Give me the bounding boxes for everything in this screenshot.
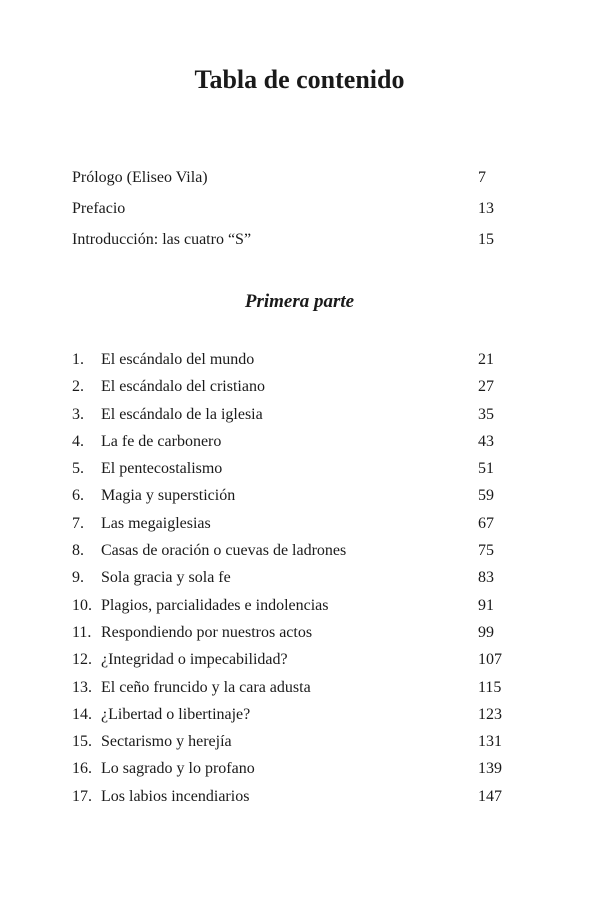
chapter-title: Lo sagrado y lo profano <box>101 760 255 778</box>
chapter-title: Sectarismo y herejía <box>101 733 232 751</box>
chapter-number: 6. <box>72 487 84 505</box>
chapter-page-number: 27 <box>478 378 494 396</box>
chapter-title: ¿Integridad o impecabilidad? <box>101 651 288 669</box>
chapter-number: 2. <box>72 378 84 396</box>
chapter-page-number: 107 <box>478 651 502 669</box>
front-matter-entry <box>72 230 502 261</box>
chapter-number: 17. <box>72 787 92 805</box>
chapter-entry <box>72 596 502 623</box>
chapter-page-number: 75 <box>478 542 494 560</box>
chapter-title: El pentecostalismo <box>101 460 223 478</box>
chapter-page-number: 35 <box>478 405 494 423</box>
chapter-title: ¿Libertad o libertinaje? <box>101 705 251 723</box>
chapter-entry <box>72 541 502 568</box>
entry-label: Introducción: las cuatro “S” <box>72 231 252 248</box>
entry-label: Prefacio <box>72 200 126 217</box>
chapter-page-number: 123 <box>478 705 502 723</box>
chapter-page-number: 147 <box>478 787 502 805</box>
chapter-number: 13. <box>72 678 92 696</box>
chapter-entry <box>72 787 502 814</box>
chapter-number: 4. <box>72 432 84 450</box>
chapter-number: 9. <box>72 569 84 587</box>
page-title: Tabla de contenido <box>194 65 405 94</box>
entry-page-number: 13 <box>478 200 494 217</box>
chapter-title: El escándalo de la iglesia <box>101 405 263 423</box>
front-matter-entry <box>72 199 502 230</box>
entry-page-number: 15 <box>478 231 494 248</box>
chapter-page-number: 139 <box>478 760 502 778</box>
chapter-entry <box>72 650 502 677</box>
chapter-number: 11. <box>72 623 92 641</box>
chapter-entry <box>72 568 502 595</box>
part-heading: Primera parte <box>244 291 355 312</box>
chapter-entry <box>72 459 502 486</box>
chapter-page-number: 43 <box>478 432 494 450</box>
chapter-title: Magia y superstición <box>101 487 236 505</box>
chapter-page-number: 115 <box>478 678 502 696</box>
chapter-entry <box>72 377 502 404</box>
chapter-number: 3. <box>72 405 84 423</box>
chapter-title: El ceño fruncido y la cara adusta <box>101 678 311 696</box>
chapter-entry <box>72 514 502 541</box>
chapter-number: 10. <box>72 596 92 614</box>
chapter-number: 16. <box>72 760 92 778</box>
chapter-number: 1. <box>72 351 84 368</box>
front-matter-entry <box>72 168 502 199</box>
chapter-page-number: 91 <box>478 596 494 614</box>
chapter-page-number: 83 <box>478 569 494 587</box>
chapter-entry <box>72 432 502 459</box>
entry-label: Prólogo (Eliseo Vila) <box>72 169 208 186</box>
entry-page-number: 7 <box>478 169 486 186</box>
chapter-entry <box>72 732 502 759</box>
chapter-number: 5. <box>72 460 84 478</box>
chapter-page-number: 21 <box>478 351 494 368</box>
chapter-list <box>72 350 502 814</box>
chapter-entry <box>72 405 502 432</box>
chapter-entry <box>72 350 502 377</box>
chapter-number: 8. <box>72 542 84 560</box>
chapter-entry <box>72 623 502 650</box>
chapter-title: Las megaiglesias <box>101 514 211 532</box>
chapter-page-number: 59 <box>478 487 494 505</box>
chapter-title: El escándalo del cristiano <box>101 378 265 396</box>
chapter-entry <box>72 705 502 732</box>
front-matter-list <box>72 168 502 261</box>
chapter-title: Los labios incendiarios <box>101 787 250 805</box>
chapter-number: 15. <box>72 733 92 751</box>
chapter-number: 7. <box>72 514 84 532</box>
chapter-title: La fe de carbonero <box>101 432 222 450</box>
chapter-page-number: 99 <box>478 623 494 641</box>
chapter-page-number: 67 <box>478 514 494 532</box>
chapter-page-number: 51 <box>478 460 494 478</box>
chapter-number: 12. <box>72 651 92 669</box>
chapter-number: 14. <box>72 705 92 723</box>
chapter-title: Respondiendo por nuestros actos <box>101 623 313 641</box>
chapter-entry <box>72 486 502 513</box>
chapter-entry <box>72 759 502 786</box>
chapter-title: Sola gracia y sola fe <box>101 569 231 587</box>
chapter-entry <box>72 678 502 705</box>
chapter-page-number: 131 <box>478 733 502 751</box>
chapter-title: Plagios, parcialidades e indolencias <box>101 596 329 614</box>
chapter-title: El escándalo del mundo <box>101 351 255 368</box>
chapter-title: Casas de oración o cuevas de ladrones <box>101 542 347 560</box>
